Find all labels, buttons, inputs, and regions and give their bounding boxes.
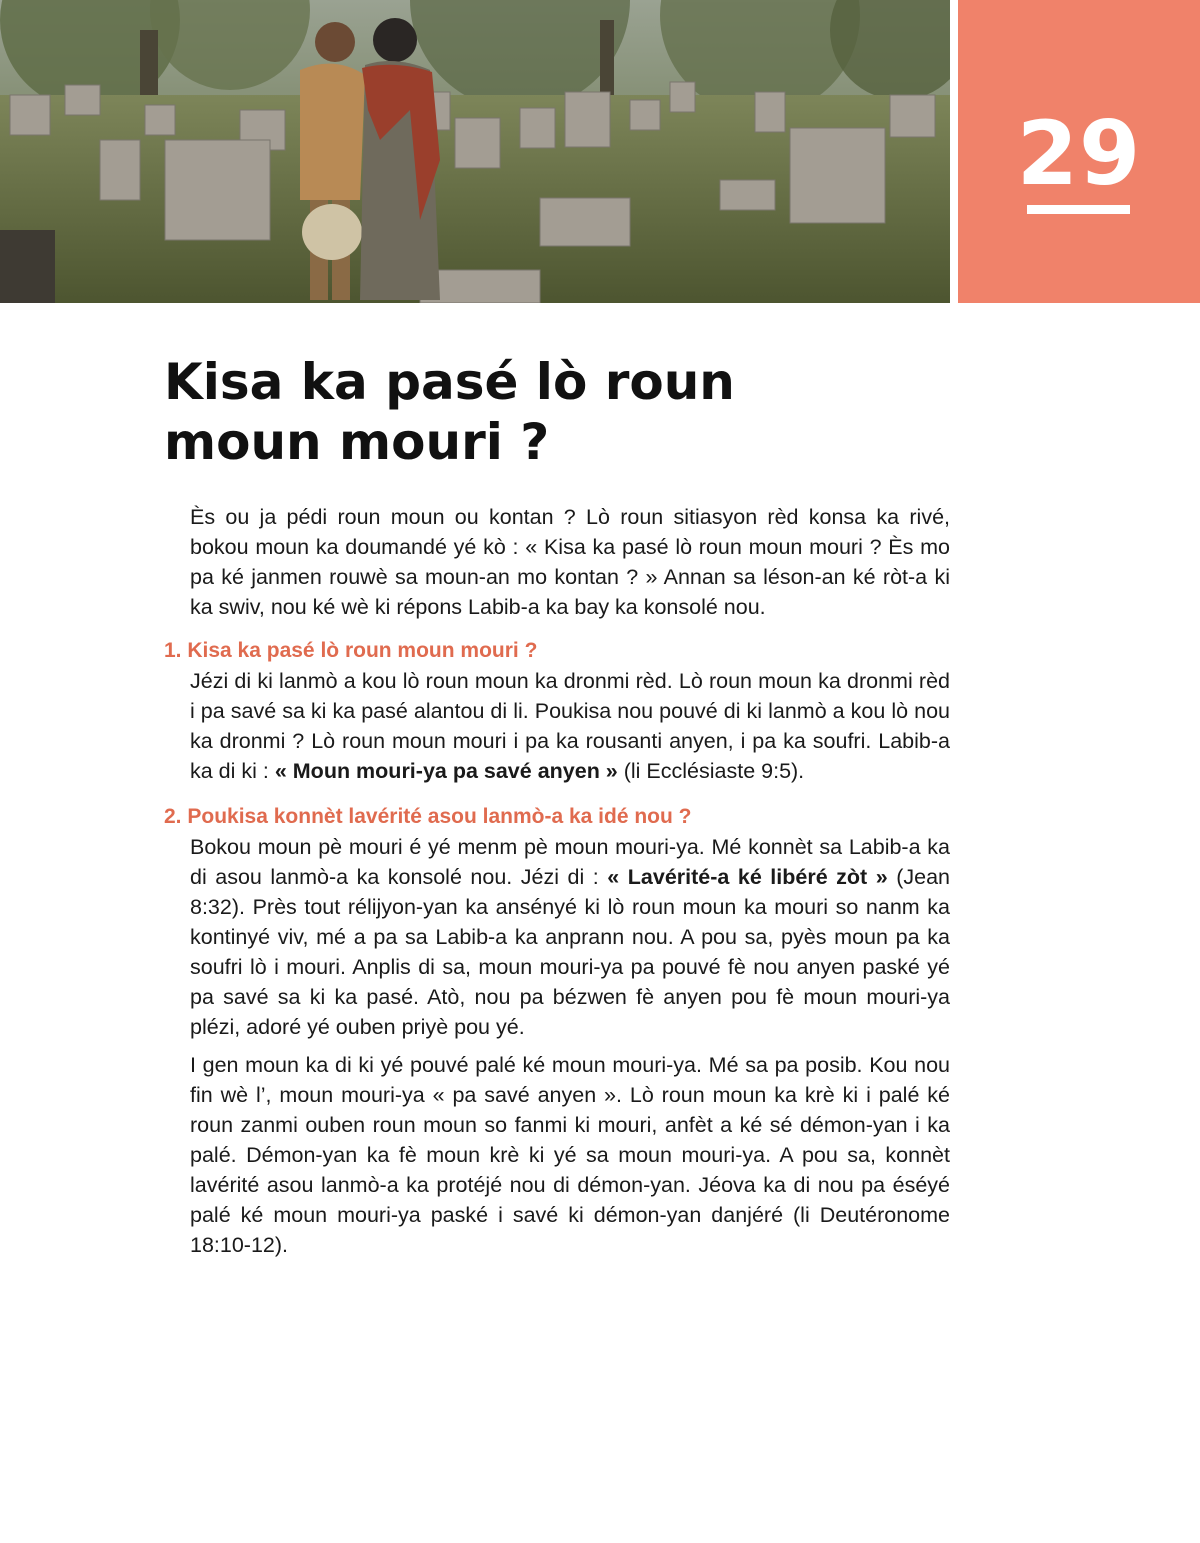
intro-paragraph: Ès ou ja pédi roun moun ou kontan ? Lò roun sitiasyon rèd konsa ka rivé, bokou moun ka doumandé yé kò : « Kisa ka pasé lò roun moun mouri ? Ès mo pa ké janmen rouwè sa moun-an mo kontan ? » Annan sa léson-an ké ròt-a ki ka swiv, nou ké wè ki répons Labib-a ka bay ka konsolé nou. [190,505,950,619]
section-1-heading-text: Kisa ka pasé lò roun moun mouri ? [187,639,538,662]
section-1-number: 1. [164,639,182,662]
section-1-text-after: (li Ecclésiaste 9:5). [617,759,805,783]
lesson-number: 29 [1016,102,1142,205]
section-2-paragraph-2: I gen moun ka di ki yé pouvé palé ké moun mouri-ya. Mé sa pa posib. Kou nou fin wè l’, moun mouri-ya « pa savé anyen ». Lò roun moun ka krè ki i palé ké roun zanmi ouben roun moun so fanmi ki mouri, anfèt a ké sé démon-yan i ka palé. Démon-yan ka fè moun krè ki yé sa moun mouri-ya. A pou sa, konnèt lavérité asou lanmò-a ka protéjé nou di démon-yan. Jéova ka di nou pa éséyé palé ké moun mouri-ya paské i savé ki démon-yan danjéré (li Deutéronome 18:10-12). [190,1053,950,1257]
hero-photo [0,0,950,303]
section-2 [164,802,950,1260]
section-2-number: 2. [164,805,182,828]
section-2-text-before: Bokou moun pè mouri é yé menm pè moun mouri-ya. Mé konnèt sa Labib-a ka di asou lanmò-a ka konsolé nou. Jézi di : [190,835,950,889]
lesson-content [164,502,950,1260]
section-2-heading [164,802,950,832]
section-2-paragraph-1 [164,832,950,1042]
section-2-scripture-quote: « Lavérité-a ké libéré zòt » [607,865,888,889]
section-2-heading-text: Poukisa konnèt lavérité asou lanmò-a ka idé nou ? [187,805,692,828]
section-1-paragraph [164,666,950,786]
cemetery-illustration [0,0,950,303]
section-1-scripture-quote: « Moun mouri-ya pa savé anyen » [274,759,618,783]
section-1-heading [164,636,950,666]
page-title [164,352,884,472]
section-1-text-before: Jézi di ki lanmò a kou lò roun moun ka dronmi rèd. Lò roun moun ka dronmi rèd i pa savé sa ki ka pasé alantou di li. Poukisa nou pouvé di ki lanmò a kou lò nou ka dronmi ? Lò roun moun mouri i pa ka rousanti anyen, i pa ka soufri. Labib-a ka di ki : [190,669,950,783]
lesson-number-box [958,0,1200,303]
section-1 [164,636,950,786]
section-2-text-after: (Jean 8:32). Près tout rélijyon-yan ka ansényé ki lò roun moun ka mouri so nanm ka kontinyé viv, mé a pa sa Labib-a ka anprann nou. A pou sa, pyès moun pa ka soufri lò i mouri. Anplis di sa, moun mouri-ya pa pouvé fè nou anyen paské yé pa savé sa ki ka pasé. Atò, nou pa bézwen fè anyen pou fè moun mouri-ya plézi, adoré yé ouben priyè pou yé. [190,865,951,1039]
lesson-number-underline [1027,205,1130,214]
page-title-line-1: Kisa ka pasé lò roun [164,353,735,411]
page-title-line-2: moun mouri ? [164,413,550,471]
